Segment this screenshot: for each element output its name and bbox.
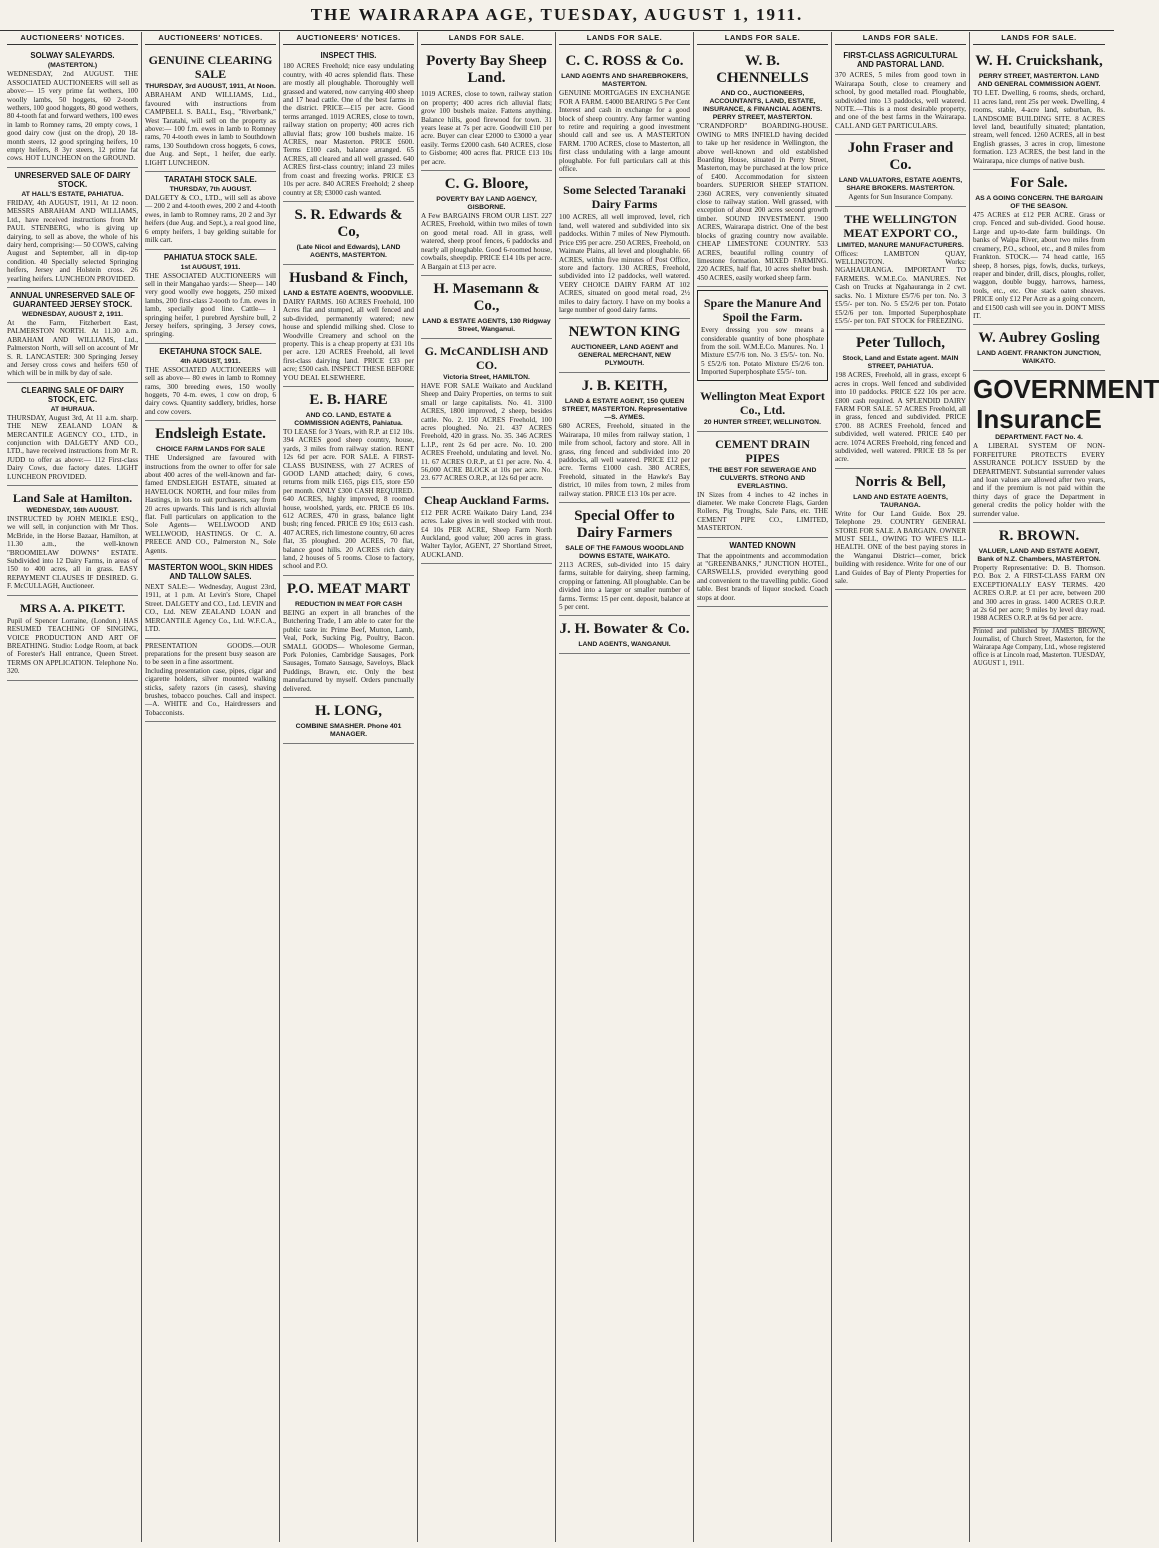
notice-subheading: LAND & ESTATE AGENT, 150 QUEEN STREET, MASTERTON. Representative—S. AYMES. [561, 398, 688, 422]
notice-ross [559, 48, 690, 178]
notice-subheading: LAND AGENTS, WANGANUI. [578, 641, 671, 649]
notice-heading: J. H. Bowater & Co. [559, 621, 690, 638]
notice-land-sale-hamilton [7, 486, 138, 596]
notice-taranaki [559, 178, 690, 319]
notice-subheading: AND CO. LAND, ESTATE & COMMISSION AGENTS, Pahiatua. [294, 411, 403, 427]
notice-subheading: AT HALL'S ESTATE, PAHIATUA. [21, 190, 124, 198]
notice-heading: W. B. CHENNELLS [716, 53, 809, 87]
notice-body: ABRAHAM AND WILLIAMS, Ltd., favoured with instructions from CAMPBELL S. BALL, Esq., "Riverbank," West Taratahi, will sell on the property as above:— 100 f.m. ewes in lamb to Romney rams, 70 4-tooth ewes in lamb to Southdown rams, 130 Southdown cross hoggets, 6 cows, due Aug. and Sept., 1 heifer, due early. LIGHT LUNCHEON. [145, 91, 276, 167]
notice-heading: FIRST-CLASS AGRICULTURAL AND PASTORAL LAND. [843, 51, 958, 70]
notice-wool-sales [145, 560, 276, 638]
notice-solway [7, 48, 138, 167]
notice-heading: H. Masemann & Co., [433, 280, 540, 314]
notice-heading: John Fraser and Co. [847, 140, 954, 174]
notice-body: Including presentation case, pipes, cigar and cigarette holders, silver mounted walking sticks, safety razors (in cases), shaving brushes, tobacco pouches. Call and inspect.—A. WHITE and Co., Hairdressers and Tobacconists. [145, 666, 276, 717]
notice-heading: Endsleigh Estate. [155, 426, 266, 443]
notice-subheading: LAND AND ESTATE AGENTS, TAURANGA. [853, 493, 948, 509]
notice-subheading: REDUCTION IN MEAT FOR CASH [294, 600, 403, 608]
columns [4, 32, 1159, 1542]
notice-subheading: CHOICE FARM LANDS FOR SALE [155, 446, 266, 454]
notice-norris-bell [835, 469, 966, 591]
notice-subheading: WEDNESDAY, 16th AUGUST. [26, 507, 119, 515]
notice-heading: Poverty Bay Sheep Land. [426, 53, 547, 87]
notice-body: 100 ACRES, all well improved, level, rich land, well watered and subdivided into six paddocks. Within 7 miles of New Plymouth. Price £95 per acre. 250 ACRES, Freehold, on Waimate Plains, all level and ploughable. 66 ACRES, within five minutes of Post Office, store and factory. 130 ACRES, Freehold, subdivided into 12 paddocks, well watered. VERY CHOICE DAIRY FARM AT 102 ACRES, situated on good metal road, 2½ miles to dairy factory. I have on my books a large number of good dairy farms. [559, 213, 690, 314]
notice-pikett [7, 596, 138, 681]
notice-subheading: THURSDAY, 3rd AUGUST, 1911, At Noon. [145, 83, 276, 91]
notice-heading: GOVERNMENT InsurancE [973, 374, 1159, 435]
notice-clearing-sale [7, 383, 138, 486]
column-7 [832, 32, 970, 1542]
notice-cruickshank [973, 48, 1105, 170]
notice-body: FRIDAY, 4th AUGUST, 1911, At 12 noon. MESSRS ABRAHAM AND WILLIAMS, Ltd., have received instructions from Mr PAUL STENBERG, who is giving up dairying, to sell as above, the whole of his dairy herd, comprising:— 50 COWS, calving August and September, all in dip-top condition. 40 Specially selected Springing heifers, Jersey and Holstein cross. 26 yearling heifers. LUNCHEON PROVIDED. [7, 198, 138, 283]
notice-subheading: LAND AGENT. FRANKTON JUNCTION, WAIKATO. [977, 350, 1101, 366]
notice-subheading: AND CO., AUCTIONEERS, ACCOUNTANTS, LAND, ESTATE, INSURANCE, & FINANCIAL AGENTS. PERRY STREET, MASTERTON. [702, 90, 823, 122]
notice-heading: S. R. Edwards & Co, [294, 206, 403, 240]
notice-inspect-this [283, 48, 414, 202]
notice-heading: Husband & Finch, [289, 269, 408, 286]
notice-heading: CEMENT DRAIN PIPES [715, 436, 810, 465]
notice-heading: P.O. MEAT MART [286, 580, 411, 597]
notice-subheading: 20 HUNTER STREET, WELLINGTON. [704, 418, 821, 426]
notice-heading: SOLWAY SALEYARDS. [30, 51, 115, 61]
notice-subheading: 4th AUGUST, 1911. [180, 357, 241, 365]
notice-body: IN Sizes from 4 inches to 42 inches in diameter. We make Concrete Flags, Garden Rollers, Pig Troughs, Sale Pans, etc. THE CEMENT PIPE CO., LIMITED, MASTERTON. [697, 490, 828, 533]
notice-body: Offices: LAMBTON QUAY, WELLINGTON. Works: NGAHAURANGA. IMPORTANT TO FARMERS. W.M.E.Co. MANURES. Net Cash on Trucks at Ngahauranga in 2 cwt. sacks. No. 1 Mixture £5/7/6 per ton. No. 3 £5/5/- per ton. No. 5 £5/2/6 per ton. Potato £5/2/6 per ton. Imported Superphosphate £5/5/- per ton. FAT STOCK for FREEZING. [835, 249, 966, 325]
notice-chennells [697, 48, 828, 287]
notice-tulloch [835, 330, 966, 468]
notice-subheading: AS A GOING CONCERN. THE BARGAIN OF THE SEASON. [975, 195, 1103, 211]
notice-body: GENUINE MORTGAGES IN EXCHANGE FOR A FARM. £4000 BEARING 5 Per Cent Interest and cash in exchange for a good block of sheep country. Any farmer wanting to retire and requiring a good investment should call and see us. A MASTERTON FARM. 1700 ACRES, close to Masterton, all first class undulating with a large amount ploughable. For full particulars call at this office. [559, 89, 690, 174]
notice-unreserved-dairy [7, 168, 138, 288]
notice-body: At the Farm, Fitzherbert East, PALMERSTON NORTH. At 11.30 a.m. ABRAHAM AND WILLIAMS, Ltd., Palmerston North, will sell on account of Mr S. R. LANCASTER: 300 Springing Jersey and Jersey cross cows and heifers 650 of which will be in milk by day of sale. [7, 318, 138, 378]
notice-meat-export-wellington [697, 384, 828, 432]
notice-heading: E. B. HARE [309, 391, 388, 408]
notice-wanted-known [697, 538, 828, 607]
notice-long [283, 698, 414, 744]
notice-pahiatua-stock [145, 250, 276, 344]
notice-subheading: LAND VALUATORS, ESTATE AGENTS, SHARE BROKERS. MASTERTON. [838, 177, 963, 193]
column-1 [4, 32, 142, 1542]
notice-heading: Peter Tulloch, [856, 335, 945, 352]
notice-husband-finch [283, 265, 414, 387]
column-8 [970, 32, 1159, 1542]
notice-heading: PAHIATUA STOCK SALE. [163, 252, 258, 262]
notice-heading: Wellington Meat Export Co., Ltd. [700, 388, 825, 417]
notice-genuine-clearing [145, 48, 276, 172]
notice-heading: UNRESERVED SALE OF DAIRY STOCK. [14, 170, 131, 189]
notice-heading: C. G. Bloore, [444, 176, 529, 193]
notice-heading: GENUINE CLEARING SALE [148, 53, 273, 82]
notice-subheading: AT IHURAUA. [50, 405, 95, 413]
notice-heading: G. McCANDLISH AND CO. [424, 343, 549, 372]
notice-heading: Cheap Auckland Farms. [423, 492, 550, 507]
notice-body: THE ASSOCIATED AUCTIONEERS will sell in their Mangahao yards:— Sheep— 140 very good woolly ewe hoggets, 250 mixed lambs, 200 first-class 2-tooth to f.m. ewes in lamb, specially good line. Cattle— 1 springing heifer, 1 purebred Ayrshire bull, 2 Jersey heifers, springing, 3 Jersey cows, springing. [145, 271, 276, 339]
notice-subheading: THURSDAY, 7th AUGUST. [169, 186, 252, 194]
notice-bowater [559, 616, 690, 654]
notice-body: TO LET. Dwelling, 6 rooms, sheds, orchard, 11 acres land, rent 25s per week. Dwelling, 4 rooms, stable, 4-acre land, suburban, 8s. LANDSOME BUILDING SITE. 8 ACRES level land, beautifully situated; plantation, stream, well fenced. 1260 ACRES, all in best English grasses, 3 acres in crop, limestone formation. 123 ACRES, the best land in the Wairarapa, nice clumps of native bush. [973, 89, 1105, 165]
notice-body: 180 ACRES Freehold; nice easy undulating country, with 40 acres splendid flats. These are mostly all ploughable. Thoroughly well grassed and watered, now carrying 400 sheep and 17 head cattle. One of the best farms in the district. PRICE—£15 per acre. Good terms arranged. 1019 ACRES, close to town, railway station on property; 400 acres rich alluvial flats; grow 100 bushels maize. 16 ACRES, near Masterton. PRICE £600. Terms £100 cash, balance arranged. 65 ACRES, all cleared and all well grassed. 640 ACRES first-class country; inland 23 miles from coast and freezing works. PRICE £3 10s per acre. 840 ACRES Freehold; 2 sheep country at £8; £3000 cash wanted. [283, 62, 414, 197]
notice-body: A Few BARGAINS FROM OUR LIST. 227 ACRES, Freehold, within two miles of town on good metal road. All in grass, well watered, sheep proof fences, 6 paddocks and nearly all ploughable. Good 6-roomed house, cowbails, sheepdip. PRICE £14 10s per acre. A Bargain at £13 per acre. [421, 212, 552, 271]
notice-heading: CLEARING SALE OF DAIRY STOCK, ETC. [21, 385, 124, 404]
notice-subheading: (MASTERTON.) [47, 62, 98, 70]
notice-bloore [421, 171, 552, 276]
notice-meat-export-manures [835, 207, 966, 331]
notice-for-sale [973, 170, 1105, 325]
notice-gosling [973, 325, 1105, 371]
column-2 [142, 32, 280, 1542]
notice-subheading: 1st AUGUST, 1911. [180, 263, 241, 271]
notice-heading: C. C. ROSS & Co. [565, 53, 684, 70]
notice-spare-manure [697, 290, 828, 380]
notice-cement-pipes [697, 432, 828, 538]
column-header: AUCTIONEERS' NOTICES. [145, 32, 276, 45]
notice-poverty-bay [421, 48, 552, 171]
notice-subheading: (Late Nicol and Edwards), LAND AGENTS, MASTERTON. [296, 243, 401, 259]
notice-body: That the appointments and accommodation at "GREENBANKS," JUNCTION HOTEL, CARSWELLS, provided everything good and convenient to the travelling public. Good table. Best brands of liquor stocked. Coach stops at door. [697, 551, 828, 602]
notice-body: THE ASSOCIATED AUCTIONEERS will sell as above— 80 ewes in lamb to Romney rams, 300 breeding ewes, 150 woolly hoggets, 70 4-m. ewes, 1 cow on drop, 6 dairy cows. Quantity saddlery, bridles, horse and cow covers. [145, 365, 276, 416]
notice-taratahi [145, 172, 276, 249]
notice-body: BEING an expert in all branches of the Butchering Trade, I am able to cater for the public taste in: Prime Beef, Mutton, Lamb, Veal, Pork, Sucking Pig, Poultry, Bacon. SMALL GOODS— Wholesome German, Pork Polonies, Cambridge Sausages, Pork Sausages, Tomato Sausage, Saveloys, Black Puddings, Brawn, etc. Only the best manufactured by myself. Orders punctually delivered. [283, 608, 414, 693]
notice-presentation-goods [145, 639, 276, 723]
notice-body: TO LEASE for 3 Years, with R.P. at £12 10s. 394 ACRES good sheep country, house, yards, 3 miles from railway station. RENT 12s 6d per acre. FOR SALE. A FIRST-CLASS BUSINESS, with 27 ACRES of GOOD LAND attached; dairy, 6 cows, returns from milk £165, pigs £15, store £50 per month. ONLY £300 CASH REQUIRED. 640 ACRES, highly improved, 8 roomed house, woolshed, yards, etc. PRICE £6 10s. 612 ACRES, 470 in grass, balance light bush; ring fenced. PRICE £9 10s; £613 cash. 407 ACRES, rich limestone country, 60 acres flat, 35 ploughed. 200 ACRES, 70 flat, balance good hills. 20 ACRES rich dairy land, 2 houses of 5 rooms. Close to factory, school and P.O. [283, 427, 414, 571]
notice-body: WEDNESDAY, 2nd AUGUST. THE ASSOCIATED AUCTIONEERS will sell as above:— 15 very prime fat wethers, 100 woolly lambs, 50 hoggets, 60 2-tooth wethers, 100 good hoggets, 80 good wethers, 80 4-tooth fat and forward wethers, 100 ewes in lamb to Romney rams, 20 empty cows, 1 good dairy cow (just on the drop), 20 18-month steers, 12 good springing heifers, 10 empty heifers, 8 3yr steers, 12 prime fat cows. HOT LUNCHEON on the GROUND. [7, 70, 138, 163]
column-header: AUCTIONEERS' NOTICES. [7, 32, 138, 45]
notice-heading: For Sale. [1010, 175, 1068, 192]
notice-subheading: DEPARTMENT. FACT No. 4. [995, 434, 1083, 442]
notice-heading: Spare the Manure And Spoil the Farm. [703, 296, 822, 325]
notice-heading: Land Sale at Hamilton. [12, 491, 133, 506]
notice-body: 370 ACRES, 5 miles from good town in Wairarapa South, close to creamery and school, by good metalled road. Ploughable, subdivided into 13 paddocks, well watered. NOTE.—This is a most desirable property, and one of the best farms in the Wairarapa. CALL AND GET PARTICULARS. [835, 71, 966, 130]
notice-heading: Norris & Bell, [855, 473, 946, 490]
notice-body: "CRANDFORD" BOARDING-HOUSE. OWING to MRS INFIELD having decided to take up her residence in Wellington, the above well-known and old established Boarding House, situated in Perry Street, Masterton, may be purchased at the low price of £400. Accommodation for sixteen boarders. SUPERIOR SHEEP STATION. 2360 ACRES, very conveniently situated close to railway station. Well grassed, with exception of about 200 acres second growth timber. SOUND INVESTMENT. 1900 ACRES, Wairarapa district. One of the best blocks of grazing country now available. CHEAP LIMESTONE COUNTRY. 533 ACRES, beautiful rolling country of limestone formation. MIXED FARMING. 220 ACRES, half flat, 10 acres shelter bush. 450 ACRES, easily worked sheep farm. [697, 122, 828, 282]
column-header: LANDS FOR SALE. [973, 32, 1105, 45]
notice-heading: INSPECT THIS. [320, 51, 377, 61]
notice-jersey-stock [7, 288, 138, 383]
notice-newton-king [559, 319, 690, 373]
column-5 [556, 32, 694, 1542]
notice-subheading: LAND & ESTATE AGENTS, WOODVILLE. [283, 289, 414, 297]
notice-eketahuna [145, 344, 276, 421]
notice-keith [559, 373, 690, 503]
printer-imprint: Printed and published by JAMES BROWN, Journalist, of Church Street, Masterton, for the Wairarapa Age Company, Ltd., whose registered office is at Lincoln road, Masterton. TUESDAY, AUGUST 1, 1911. [973, 627, 1105, 667]
notice-subheading: VALUER, LAND AND ESTATE AGENT, Bank of N.Z. Chambers, MASTERTON. [977, 548, 1101, 563]
column-3 [280, 32, 418, 1542]
column-header: LANDS FOR SALE. [697, 32, 828, 45]
notice-heading: Special Offer to Dairy Farmers [574, 508, 675, 541]
notice-subheading: COMBINE SMASHER. Phone 401 MANAGER. [295, 722, 402, 738]
notice-subheading: SALE OF THE FAMOUS WOODLAND DOWNS ESTATE, WAIKATO. [565, 545, 684, 560]
notice-body: Write for Our Land Guide. Box 29. Telephone 29. COUNTRY GENERAL STORE FOR SALE. A BARGAIN. OWNER MUST SELL, OWING TO WIFE'S ILL-HEALTH. ONE of the best paying stores in the Wanganui District—comer, brick building with residence. Write for one of our Land Guides of Bay of Plenty Properties for sale. [835, 509, 966, 586]
masthead: THE WAIRARAPA AGE, TUESDAY, AUGUST 1, 1911. [0, 0, 1114, 31]
notice-mccandlish [421, 339, 552, 488]
notice-heading: J. B. KEITH, [581, 378, 668, 395]
notice-body: 2113 ACRES, sub-divided into 15 dairy farms, suitable for dairying, sheep farming, cropping or fattening. All ploughable. Can be divided into a larger or smaller number of farms. Terms: 15 per cent. deposit, balance at 5 per cent. [559, 561, 690, 612]
notice-special-offer [559, 503, 690, 616]
notice-heading: Some Selected Taranaki Dairy Farms [563, 183, 686, 212]
notice-brown [973, 523, 1105, 628]
column-header: LANDS FOR SALE. [559, 32, 690, 45]
notice-body: Every dressing you sow means a considerable quantity of bone phosphate from the soil. W.M.E.Co. Manures. No. 1 Mixture £5/7/6 ton. No. 3 £5/5/- ton. No. 5 £5/2/6 ton. Potato Mixture £5/2/6 ton. Imported Superphosphate £5/5/- ton. [701, 326, 824, 377]
notice-subheading: Stock, Land and Estate agent. MAIN STREET, PAHIATUA. [842, 355, 959, 371]
notice-subheading: POVERTY BAY LAND AGENCY, GISBORNE. [436, 196, 537, 212]
column-header: LANDS FOR SALE. [421, 32, 552, 45]
notice-meat-mart [283, 576, 414, 698]
notice-subheading: AUCTIONEER, LAND AGENT and GENERAL MERCHANT, NEW PLYMOUTH. [571, 344, 678, 368]
column-6 [694, 32, 832, 1542]
notice-heading: WANTED KNOWN [729, 540, 796, 550]
notice-heading: THE WELLINGTON MEAT EXPORT CO., [843, 211, 958, 240]
notice-body: £12 PER ACRE Waikato Dairy Land, 234 acres. Lake gives in well stocked with trout. £4 10s PER ACRE, Sheep Farm North Auckland, good value; 200 acres in grass. Walter Taylor, AGENT, 27 Shortland Street, AUCKLAND. [421, 508, 552, 559]
notice-agricultural-land [835, 48, 966, 135]
notice-body: 1019 ACRES, close to town, railway station on property; 400 acres rich alluvial flats; grow 100 bushels maize. Fattens anything. Balance hills, good firewood for town. 31 years lease at 7s per acre. Goodwill £10 per acre. Buyer can clear £2000 to £3000 a year easily. Terms £2000 cash. 640 ACRES, close to Gisborne; 400 acres flat. PRICE £13 10s per acre. [421, 90, 552, 166]
notice-hare [283, 387, 414, 576]
notice-body: 680 ACRES, Freehold, situated in the Wairarapa, 10 miles from railway station, 1 mile from school, factory and store. All in grass, ring fenced and subdivided into 20 paddocks, all well watered. PRICE £12 per acre. Terms £1000 cash. 380 ACRES, Freehold, situated in the Hawke's Bay district, 10 miles from town, 2 miles from railway station. PRICE £13 10s per acre. [559, 422, 690, 498]
notice-subheading: Victoria Street, HAMILTON. [443, 373, 530, 381]
notice-body: A LIBERAL SYSTEM OF NON-FORFEITURE PROTECTS EVERY ASSURANCE POLICY ISSUED by the DEPARTMENT. Substantial surrender values and loan values are allowed after two years, and if the premium is not paid within the thirty days of grace the Department in general credits the policy holder with the surrender value. [973, 442, 1105, 518]
notice-subheading: THE BEST FOR SEWERAGE AND CULVERTS. STRONG AND EVERLASTING. [708, 466, 817, 490]
notice-body: 475 ACRES at £12 PER ACRE. Grass or crop. Fenced and sub-divided. Good house. Large and up-to-date farm buildings. On banks of Waipa River, about two miles from creamery, P.O., school, etc., and 8 miles from Frankton. STOCK.— 74 head cattle, 165 sheep, 8 horses, pigs, fowls, ducks, turkeys, reaper and binder, drill, discs, ploughs, roller, waggon, double buggy, harrows, harness, tools, etc., etc. One stack oaten sheaves. PRICE only £12 Per Acre as a going concern, and £1500 cash will see you in. DON'T MISS IT. [973, 211, 1105, 320]
notice-heading: ANNUAL UNRESERVED SALE OF GUARANTEED JERSEY STOCK. [10, 290, 135, 309]
notice-auckland-farms [421, 488, 552, 564]
notice-body: THE Undersigned are favoured with instructions from the owner to offer for sale about 400 acres of the well-known and far-famed ENDSLEIGH ESTATE, situated at HAVELOCK NORTH, and four miles from Hastings, in lots to suit purchasers, say from 20 acres upwards. This land is rich alluvial flat. Full particulars on application to the Sole Agents— WELLWOOD AND WELLWOOD, HASTINGS. Or C. A. PREECE AND CO., Palmerston N., Sole Agents. [145, 454, 276, 555]
column-4 [418, 32, 556, 1542]
notice-edwards [283, 202, 414, 265]
notice-body: Agents for Sun Insurance Company. [848, 193, 953, 202]
notice-body: HAVE FOR SALE Waikato and Auckland Sheep and Dairy Properties, on terms to suit small or large capitalists. No. 41. 3100 ACRES, 1800 improved, 2 sheep, besides cattle. No. 2. 150 ACRES Freehold, 100 acres ploughed. No. 21. 437 ACRES Freehold, 420 in grass. No. 35. 346 ACRES L.I.P., rent 2s 6d per acre. No. 10. 200 ACRES Freehold, undulating and level. No. 11. 67 ACRES O.R.P., at £1 per acre. No. 4. 56,000 ACRE BLOCK at 10s per acre. No. 23. 677 ACRES O.R.P., at 12s 6d per acre. [421, 381, 552, 483]
notice-heading: TARATAHI STOCK SALE. [164, 175, 257, 185]
notice-endsleigh [145, 421, 276, 560]
notice-heading: MASTERTON WOOL, SKIN HIDES AND TALLOW SALES. [148, 563, 273, 582]
column-header: LANDS FOR SALE. [835, 32, 966, 45]
notice-government-insurance [973, 371, 1159, 523]
column-header: AUCTIONEERS' NOTICES. [283, 32, 414, 45]
notice-heading: R. BROWN. [998, 528, 1080, 544]
notice-heading: NEWTON KING [568, 324, 681, 341]
notice-subheading: LAND AGENTS AND SHAREBROKERS, MASTERTON. [561, 73, 688, 89]
notice-body: Pupil of Spencer Lorraine, (London.) HAS RESUMED TEACHING OF SINGING, VOICE PRODUCTION AND ART OF BREATHING. Studio: Lodge Room, at back of Forester's Hall entrance, Queen Street. TERMS ON APPLICATION. Telephone No. 320. [7, 616, 138, 676]
notice-body: DALGETY & CO., LTD., will sell as above— 200 2 and 4-tooth ewes, 200 2 and 4-tooth ewes, in lamb to Romney rams, 20 2 and 3yr heifers (due Aug. and Sept.), a real good line, 6 empty heifers, 1 bay gelding suitable for milk cart. [145, 194, 276, 245]
notice-subheading: LAND & ESTATE AGENTS, 130 Ridgway Street, Wanganui. [422, 317, 551, 333]
notice-heading: EKETAHUNA STOCK SALE. [159, 346, 262, 356]
notice-subheading: PERRY STREET, MASTERTON. LAND AND GENERAL COMMISSION AGENT. [977, 73, 1101, 89]
notice-body: NEXT SALE:— Wednesday, August 23rd, 1911, at 1 p.m. At Levin's Store, Chapel Street. DALGETY and CO., Ltd. LEVIN and CO., Ltd. NEW ZEALAND LOAN and MERCANTILE Agency Co., Ltd. W.F.C.A., LTD. [145, 583, 276, 634]
notice-subheading: LIMITED, MANURE MANUFACTURERS. [837, 241, 964, 249]
notice-heading: PRESENTATION GOODS.—OUR preparations for the present busy season are to be seen in a fine assortment. [145, 641, 276, 667]
notice-body: DAIRY FARMS. 160 ACRES Freehold, 100 Acres flat and stumped, all well fenced and sub-divided, permanently watered; new house and splendid milking shed. Close to Woodville Creamery and school on the property. This is a cheap property at £31 10s per acre. 120 ACRES Freehold, all level first-class dairying land. PRICE £33 per acre; £500 cash. INSPECT THESE BEFORE YOU DEAL ELSEWHERE. [283, 297, 414, 382]
notice-masemann [421, 276, 552, 339]
notice-heading: H. LONG, [314, 702, 383, 719]
notice-heading: W. H. Cruickshank, [975, 53, 1103, 70]
notice-body: Property Representative: D. B. Thomson. P.O. Box 2. A FIRST-CLASS FARM ON EXCEPTIONALLY EASY TERMS. 420 ACRES O.R.P. at £1 per acre, between 200 and 300 acres in grass. 1400 ACRES O.R.P. at 2s 6d per acre; 9 miles by level dray road. 1988 ACRES O.R.P. at 9s 6d per acre. [973, 564, 1105, 623]
notice-body: 198 ACRES, Freehold, all in grass, except 6 acres in crops. Well fenced and subdivided into 10 paddocks. PRICE £22 10s per acre. £800 cash required. A SPLENDID DAIRY FARM FOR SALE. 57 ACRES Freehold, all in grass, fenced and subdivided. PRICE £700. 88 ACRES Freehold, fenced and subdivided, well watered. PRICE £40 per acre. 1074 ACRES Freehold, ring fenced and subdivided, well watered. PRICE £8 5s per acre. [835, 371, 966, 464]
notice-heading: W. Aubrey Gosling [978, 330, 1100, 347]
notice-body: INSTRUCTED by JOHN MEIKLE ESQ., we will sell, in conjunction with Mr Thos. McBride, in the Horse Bazaar, Hamilton, at 11.30 a.m., the well-known "BROOMIELAW DOWNS" ESTATE. Subdivided into 12 Dairy Farms, in areas of 150 to 400 acres, all in grass. EASY REPAYMENT CLAUSES IF DESIRED. G. F. McCULLAGH, Auctioneer. [7, 515, 138, 591]
notice-fraser [835, 135, 966, 206]
notice-body: THURSDAY, August 3rd, At 11 a.m. sharp. THE NEW ZEALAND LOAN & MERCANTILE AGENCY CO., LTD., in conjunction with DALGETY AND CO., LTD., have received instructions from Mr R. JUDD to offer as above:— 112 First-class Dairy Cows, due factory dates. LIGHT LUNCHEON PROVIDED. [7, 413, 138, 481]
notice-subheading: WEDNESDAY, AUGUST 2, 1911. [21, 310, 124, 318]
notice-heading: MRS A. A. PIKETT. [19, 600, 126, 615]
